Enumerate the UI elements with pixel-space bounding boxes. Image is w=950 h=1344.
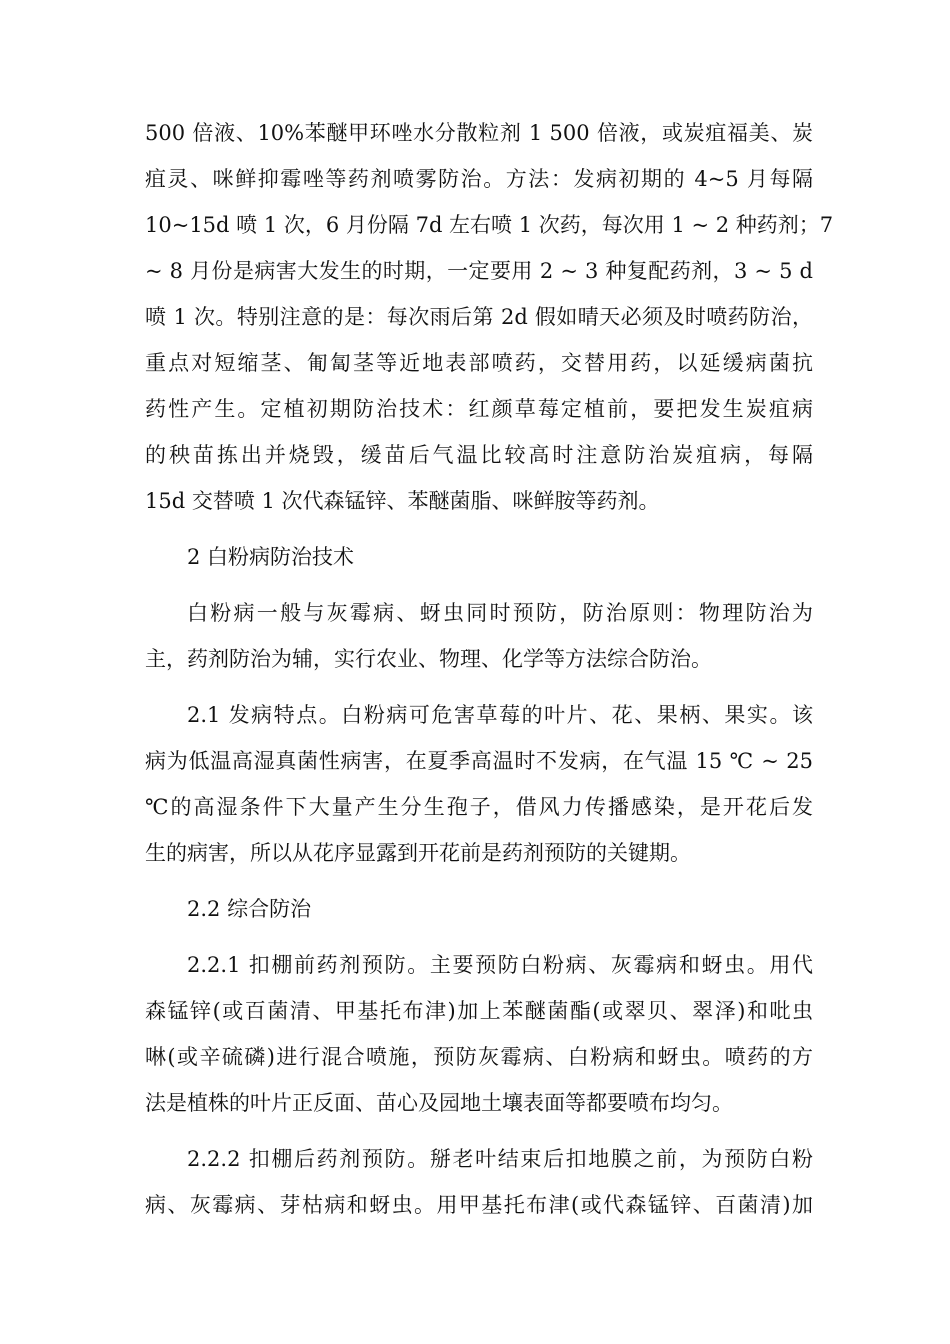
paragraph-spacing [145, 682, 813, 692]
text-line: 法是植株的叶片正反面、苗心及园地土壤表面等都要喷布均匀。 [145, 1091, 733, 1115]
paragraph [145, 942, 813, 1126]
text-line: 的秧苗拣出并烧毁，缓苗后气温比较高时注意防治炭疽病，每隔 [145, 443, 813, 467]
document-page [145, 110, 834, 1228]
text-line: ℃的高湿条件下大量产生分生孢子，借风力传播感染，是开花后发 [145, 795, 813, 819]
paragraph-spacing [145, 524, 813, 534]
text-line: 15d 交替喷 1 次代森锰锌、苯醚菌脂、咪鲜胺等药剂。 [145, 489, 660, 513]
paragraph-spacing [145, 876, 813, 886]
text-line: 药性产生。定植初期防治技术：红颜草莓定植前，要把发生炭疽病 [145, 397, 813, 421]
paragraph [145, 534, 813, 580]
paragraph-spacing [145, 932, 813, 942]
text-line: 白粉病一般与灰霉病、蚜虫同时预防，防治原则：物理防治为 [187, 601, 813, 625]
text-line: 500 倍液、10%苯醚甲环唑水分散粒剂 1 500 倍液，或炭疽福美、炭 [145, 121, 813, 145]
paragraph-spacing [145, 1126, 813, 1136]
text-line: 10~15d 喷 1 次，6 月份隔 7d 左右喷 1 次药，每次用 1 ~ 2 种药剂；7 [145, 213, 834, 237]
paragraph-spacing [145, 580, 813, 590]
text-line: 2.1 发病特点。白粉病可危害草莓的叶片、花、果柄、果实。该 [187, 703, 813, 727]
text-line: 喷 1 次。特别注意的是：每次雨后第 2d 假如晴天必须及时喷药防治， [145, 305, 813, 329]
text-line: 2.2 综合防治 [187, 897, 312, 921]
paragraph [145, 886, 813, 932]
text-line: 疽灵、咪鲜抑霉唑等药剂喷雾防治。方法：发病初期的 4~5 月每隔 [145, 167, 813, 191]
paragraph [145, 590, 813, 682]
text-line: 啉(或辛硫磷)进行混合喷施，预防灰霉病、白粉病和蚜虫。喷药的方 [145, 1045, 813, 1069]
paragraph [145, 1136, 813, 1228]
text-line: 病、灰霉病、芽枯病和蚜虫。用甲基托布津(或代森锰锌、百菌清)加 [145, 1193, 813, 1217]
text-line: 生的病害，所以从花序显露到开花前是药剂预防的关键期。 [145, 841, 691, 865]
text-line: 主，药剂防治为辅，实行农业、物理、化学等方法综合防治。 [145, 647, 712, 671]
text-line: 森锰锌(或百菌清、甲基托布津)加上苯醚菌酯(或翠贝、翠泽)和吡虫 [145, 999, 813, 1023]
text-line: 重点对短缩茎、匍匐茎等近地表部喷药，交替用药，以延缓病菌抗 [145, 351, 813, 375]
text-line: 2.2.2 扣棚后药剂预防。掰老叶结束后扣地膜之前，为预防白粉 [187, 1147, 813, 1171]
text-line: 病为低温高湿真菌性病害，在夏季高温时不发病，在气温 15 ℃ ~ 25 [145, 749, 813, 773]
paragraph [145, 692, 813, 876]
paragraph [145, 110, 834, 524]
text-line: 2.2.1 扣棚前药剂预防。主要预防白粉病、灰霉病和蚜虫。用代 [187, 953, 813, 977]
text-line: ~ 8 月份是病害大发生的时期，一定要用 2 ~ 3 种复配药剂，3 ~ 5 d [145, 259, 813, 283]
text-line: 2 白粉病防治技术 [187, 545, 355, 569]
